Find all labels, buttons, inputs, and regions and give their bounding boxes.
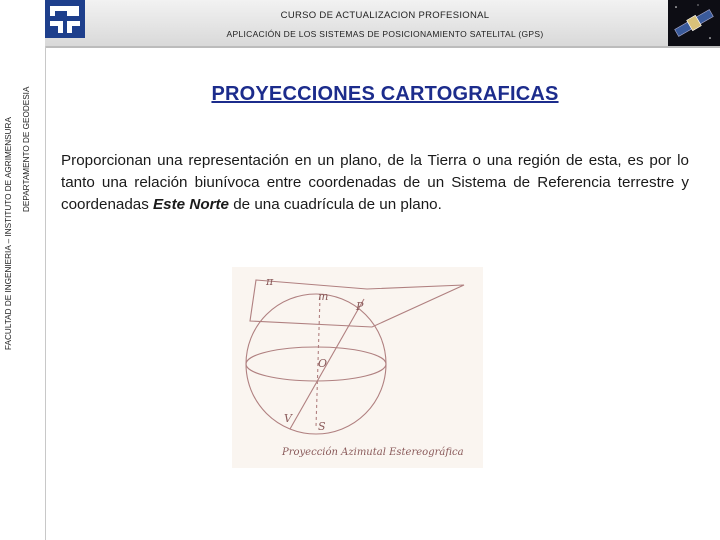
equator	[246, 347, 386, 381]
left-rule	[45, 46, 46, 540]
course-title: CURSO DE ACTUALIZACION PROFESIONAL	[280, 10, 490, 21]
header-band	[45, 0, 720, 46]
paragraph-text-end: de una cuadrícula de un plano.	[229, 196, 442, 213]
label-right: P	[356, 300, 364, 313]
course-subtitle: APLICACIÓN DE LOS SISTEMAS DE POSICIONAMIENTO SATELITAL (GPS)	[226, 29, 544, 39]
faculty-label: FACULTAD DE INGENIERIA – INSTITUTO DE AGRIMENSURA	[4, 117, 13, 350]
satellite-icon	[668, 0, 720, 46]
institution-logo-icon	[45, 0, 85, 38]
paragraph-emphasis: Este Norte	[153, 196, 230, 213]
label-center: O	[318, 357, 328, 370]
projection-figure	[232, 267, 483, 468]
body-paragraph	[61, 150, 689, 216]
figure-caption: Proyección Azimutal Estereográfica	[282, 447, 464, 458]
label-top: m	[318, 290, 329, 303]
label-bottom: S	[318, 420, 326, 433]
paragraph-text: Proporcionan una representación en un plano, de la Tierra o una región de esta, es por lo tanto una relación biunívoca entre coordenadas de un Sistema de Referencia terrestre y coordenadas	[61, 152, 689, 213]
label-plane: π	[266, 275, 274, 288]
header-rule	[45, 46, 720, 48]
label-left: V	[284, 412, 292, 425]
department-label: DEPARTAMENTO DE GEODESIA	[22, 86, 31, 212]
page-title: PROYECCIONES CARTOGRAFICAS	[211, 83, 559, 105]
